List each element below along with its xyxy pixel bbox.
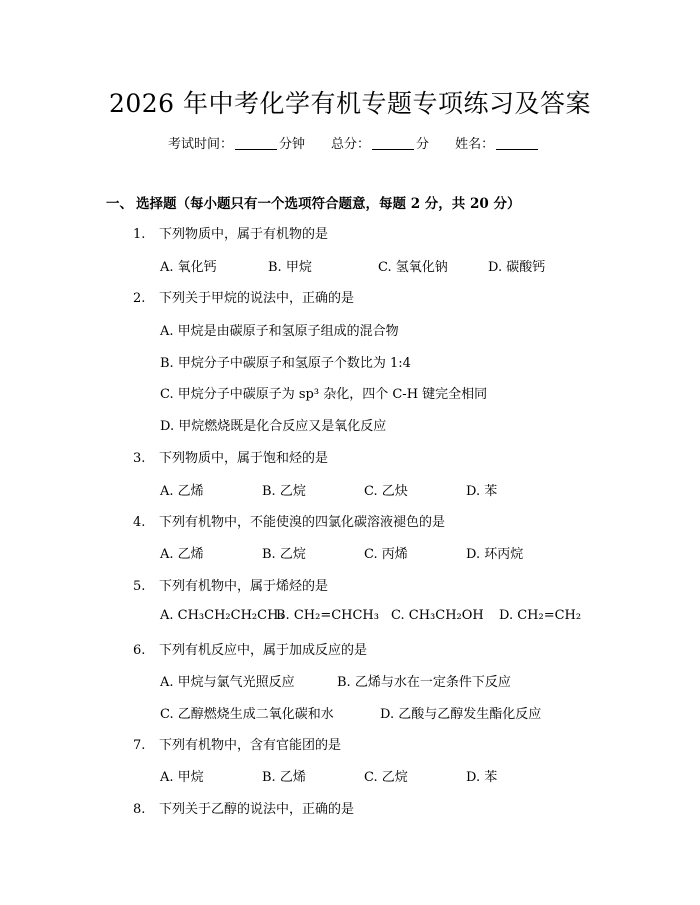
- exam-info: [168, 133, 540, 152]
- question-7: [133, 734, 341, 753]
- score-blank[interactable]: [372, 137, 414, 150]
- option-d: D. 碳酸钙: [488, 260, 546, 275]
- score-label: 总分：: [331, 137, 371, 152]
- question-number: 2.: [133, 291, 146, 306]
- option-a: A. 甲烷与氯气光照反应: [160, 675, 295, 690]
- question-6: [133, 639, 367, 658]
- option-a: A. 甲烷是由碳原子和氢原子组成的混合物: [160, 324, 399, 339]
- option-b: B. 甲烷: [268, 260, 312, 275]
- question-text: 下列有机物中，属于烯烃的是: [159, 579, 329, 594]
- question-8: [133, 798, 354, 817]
- option-c: C. CH₃CH₂OH: [391, 608, 484, 623]
- question-number: 8.: [133, 802, 146, 817]
- option-d: D. 苯: [466, 484, 498, 499]
- score-unit: 分: [416, 137, 430, 152]
- option-b: B. 乙烷: [262, 484, 306, 499]
- option-a: A. 甲烷: [160, 770, 204, 785]
- question-number: 5.: [133, 579, 146, 594]
- question-number: 7.: [133, 738, 146, 753]
- option-c: C. 乙炔: [364, 484, 408, 499]
- option-d: D. 苯: [466, 770, 498, 785]
- name-blank[interactable]: [496, 137, 538, 150]
- option-c: C. 甲烷分子中碳原子为 sp³ 杂化，四个 C-H 键完全相同: [160, 387, 488, 402]
- question-number: 3.: [133, 451, 146, 466]
- question-text: 下列物质中，属于饱和烃的是: [159, 451, 329, 466]
- name-label: 姓名：: [455, 137, 495, 152]
- option-b: B. 乙烯与水在一定条件下反应: [337, 675, 511, 690]
- question-number: 6.: [133, 643, 146, 658]
- option-b: B. 乙烯: [262, 770, 306, 785]
- time-unit: 分钟: [279, 137, 306, 152]
- question-5: [133, 575, 328, 594]
- option-d: D. 环丙烷: [466, 547, 524, 562]
- page-title: 2026 年中考化学有机专题专项练习及答案: [108, 89, 592, 118]
- question-number: 1.: [133, 227, 146, 242]
- option-c: C. 丙烯: [364, 547, 408, 562]
- section-heading: [106, 192, 520, 212]
- option-d: D. 乙酸与乙醇发生酯化反应: [380, 707, 542, 722]
- question-text: 下列关于乙醇的说法中，正确的是: [159, 802, 355, 817]
- time-blank[interactable]: [235, 137, 277, 150]
- question-4: [133, 511, 445, 530]
- option-d: D. 甲烷燃烧既是化合反应又是氧化反应: [160, 419, 387, 434]
- option-a: A. 乙烯: [160, 547, 204, 562]
- section-title: 选择题（每小题只有一个选项符合题意，每题 2 分，共 20 分）: [136, 196, 521, 212]
- question-text: 下列有机反应中，属于加成反应的是: [159, 643, 368, 658]
- option-a: A. 氧化钙: [160, 260, 217, 275]
- question-text: 下列关于甲烷的说法中，正确的是: [159, 291, 355, 306]
- section-number: 一、: [106, 196, 133, 212]
- option-b: B. 乙烷: [262, 547, 306, 562]
- option-c: C. 乙醇燃烧生成二氧化碳和水: [160, 707, 334, 722]
- option-d: D. CH₂=CH₂: [499, 608, 582, 623]
- option-b: B. CH₂=CHCH₃: [276, 608, 379, 623]
- question-text: 下列有机物中，含有官能团的是: [159, 738, 342, 753]
- question-2: [133, 287, 354, 306]
- question-number: 4.: [133, 515, 146, 530]
- question-1: [133, 223, 328, 242]
- question-3: [133, 447, 328, 466]
- time-label: 考试时间：: [168, 137, 234, 152]
- option-a: A. CH₃CH₂CH₂CH₃: [160, 608, 284, 623]
- question-text: 下列有机物中，不能使溴的四氯化碳溶液褪色的是: [159, 515, 446, 530]
- option-c: C. 乙烷: [364, 770, 408, 785]
- option-c: C. 氢氧化钠: [378, 260, 448, 275]
- question-text: 下列物质中，属于有机物的是: [159, 227, 329, 242]
- option-a: A. 乙烯: [160, 484, 204, 499]
- option-b: B. 甲烷分子中碳原子和氢原子个数比为 1:4: [160, 356, 411, 371]
